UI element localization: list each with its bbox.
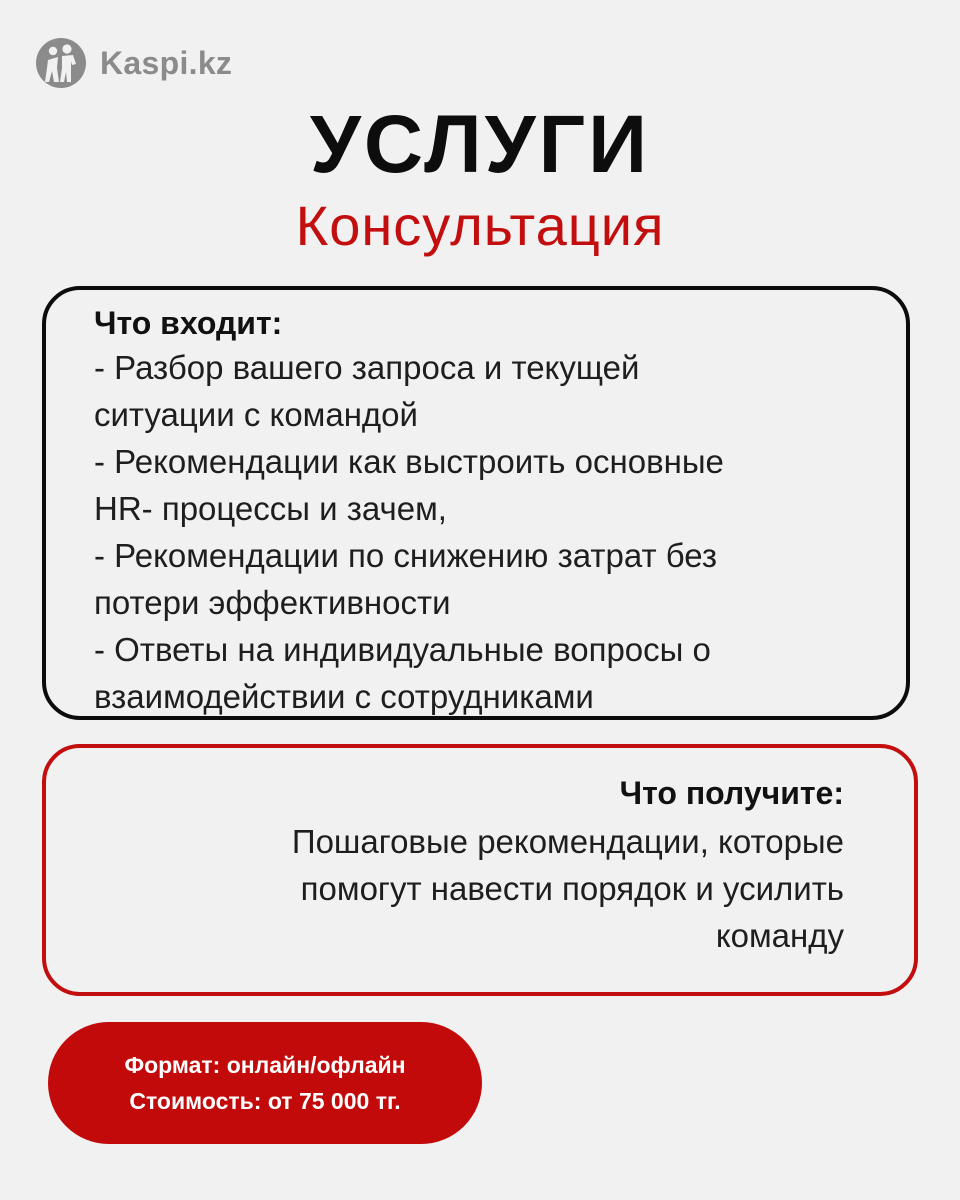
- includes-line: взаимодействии с сотрудниками: [94, 678, 594, 715]
- includes-line: потери эффективности: [94, 584, 451, 621]
- includes-card: [42, 286, 910, 720]
- includes-line: ситуации с командой: [94, 396, 418, 433]
- offer-badge: [48, 1022, 482, 1144]
- includes-line: - Ответы на индивидуальные вопросы о: [94, 631, 711, 668]
- offer-price: Стоимость: от 75 000 тг.: [129, 1088, 401, 1114]
- includes-line: HR- процессы и зачем,: [94, 490, 447, 527]
- page-subtitle: Консультация: [295, 194, 665, 257]
- includes-line: - Разбор вашего запроса и текущей: [94, 349, 640, 386]
- result-heading: Что получите:: [619, 775, 844, 811]
- includes-heading: Что входит:: [94, 305, 283, 341]
- page-title: УСЛУГИ: [309, 99, 651, 190]
- kaspi-family-logo-icon: [36, 38, 86, 88]
- includes-list: [94, 344, 876, 720]
- result-line: Пошаговые рекомендации, которые: [291, 823, 844, 860]
- includes-line: - Рекомендации как выстроить основные: [94, 443, 724, 480]
- result-line: помогут навести порядок и усилить: [300, 870, 844, 907]
- result-text: [144, 818, 844, 959]
- brand-logo: [36, 38, 232, 88]
- result-line: команду: [715, 917, 844, 954]
- offer-format: Формат: онлайн/офлайн: [124, 1052, 406, 1078]
- result-card: [42, 744, 918, 996]
- brand-name: Kaspi.kz: [100, 44, 233, 81]
- includes-line: - Рекомендации по снижению затрат без: [94, 537, 718, 574]
